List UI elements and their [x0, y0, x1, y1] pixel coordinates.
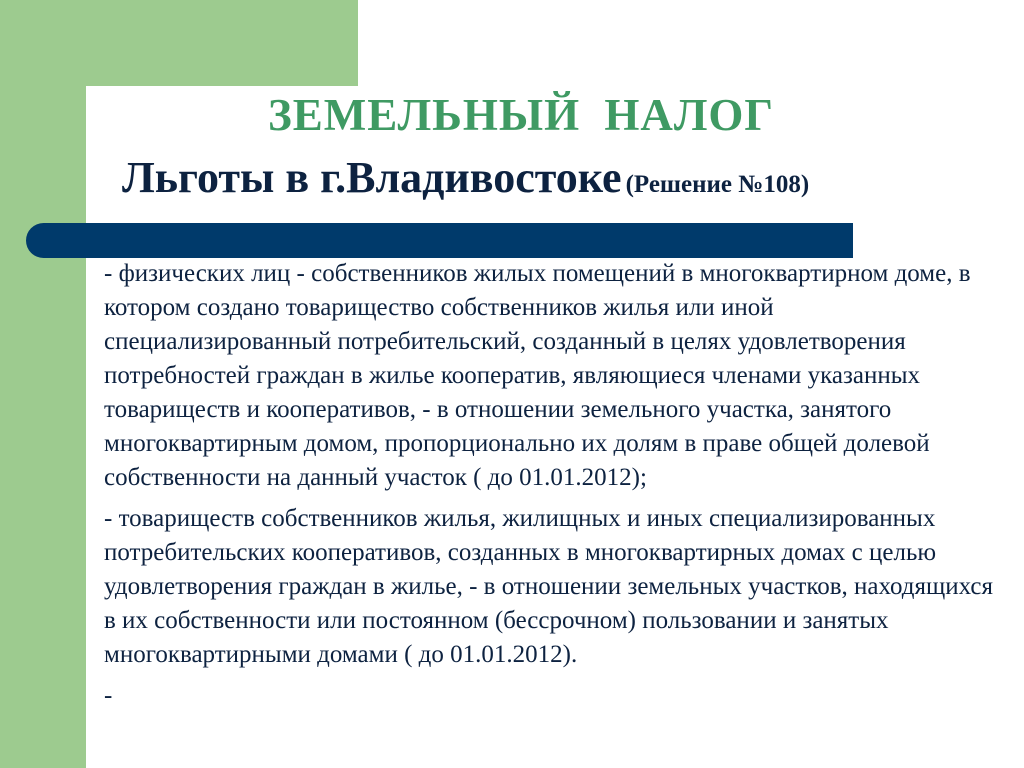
slide-subtitle — [122, 148, 809, 218]
subtitle-note: (Решение №108) — [625, 171, 810, 198]
slide-body — [104, 257, 1004, 720]
body-paragraph-2: - товариществ собственников жилья, жилищных и иных специализированных потребительских кооперативов, созданных в многоквартирных домах с целью удовлетворения граждан в жилье, - в отношении земельных участков, находящихся в их собственности или постоянном (бессрочном) пользовании и занятых многоквартирными домами ( до 01.01.2012). — [104, 505, 994, 668]
subtitle-main: Льготы в г.Владивостоке — [122, 153, 622, 202]
green-side-panel — [0, 0, 86, 768]
slide-title: ЗЕМЕЛЬНЫЙ НАЛОГ — [267, 90, 775, 140]
navy-divider-bar — [26, 223, 853, 258]
green-top-panel — [0, 0, 358, 86]
body-paragraph-3: - — [104, 682, 113, 709]
body-paragraph-1: - физических лиц - собственников жилых помещений в многоквартирном доме, в котором создано товарищество собственников жилья или иной специализированный потребительский, созданный в целях удовлетворения потребностей граждан в жилье кооператив, являющиеся членами указанных товариществ и кооперативов, - в отношении земельного участка, занятого многоквартирным домом, пропорционально их долям в праве общей долевой собственности на данный участок ( до 01.01.2012); — [104, 260, 971, 491]
